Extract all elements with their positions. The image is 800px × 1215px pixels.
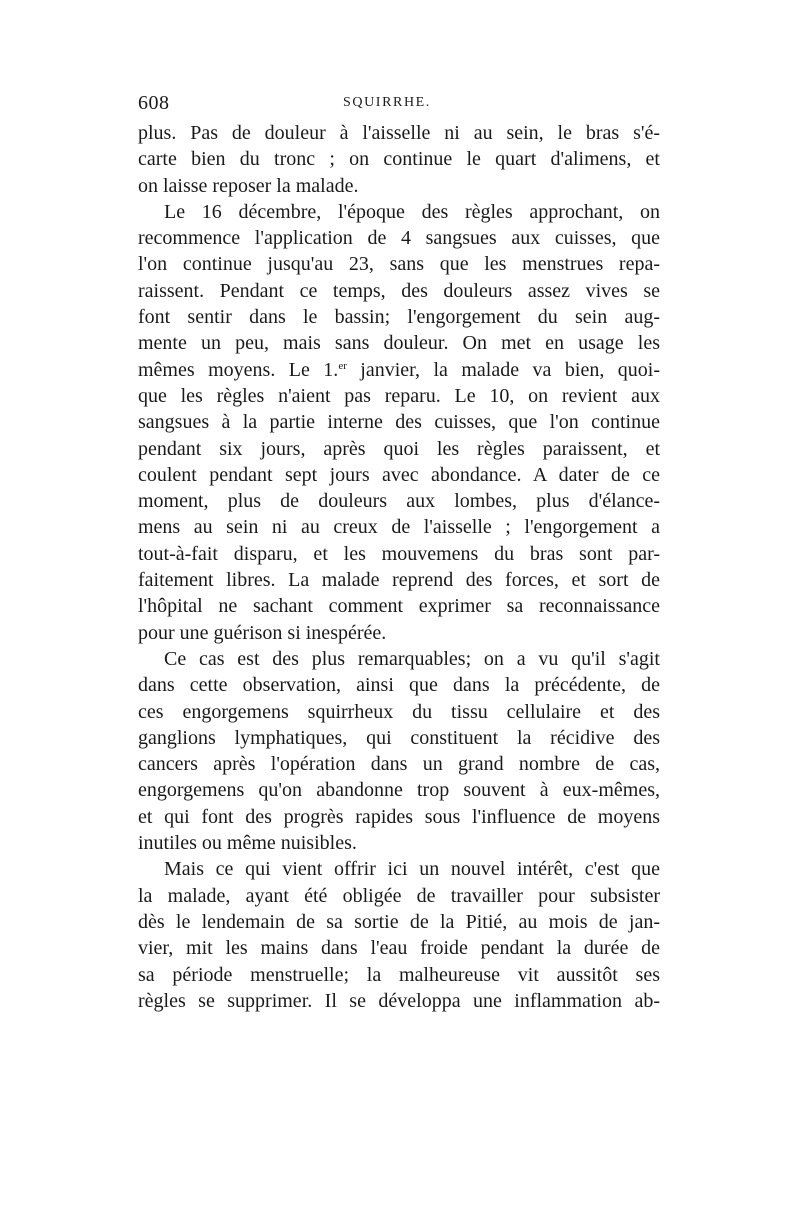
- text-line: l'on continue jusqu'au 23, sans que les menstrues repa-: [138, 253, 660, 276]
- text-line: tout-à-fait disparu, et les mouvemens du bras sont par-: [138, 542, 660, 565]
- paragraph-2: [138, 199, 660, 646]
- page-number: 608: [138, 92, 170, 114]
- text-line: règles se supprimer. Il se développa une inflammation ab-: [138, 989, 660, 1012]
- text-line: pendant six jours, après quoi les règles paraissent, et: [138, 437, 660, 460]
- text-line: carte bien du tronc ; on continue le quart d'alimens, et: [138, 148, 660, 171]
- text-line: mente un peu, mais sans douleur. On met en usage les: [138, 332, 660, 355]
- body-text: [138, 120, 660, 1014]
- text-line: recommence l'application de 4 sangsues aux cuisses, que: [138, 227, 660, 250]
- text-line: raissent. Pendant ce temps, des douleurs assez vives se: [138, 279, 660, 302]
- text-segment: mêmes moyens. Le 1.: [138, 358, 339, 381]
- text-line: cancers après l'opération dans un grand nombre de cas,: [138, 753, 660, 776]
- text-segment: janvier, la malade va bien, quoi-: [346, 358, 660, 381]
- text-line: Ce cas est des plus remarquables; on a vu qu'il s'agit: [164, 647, 660, 670]
- text-line: faitement libres. La malade reprend des forces, et sort de: [138, 569, 660, 592]
- text-line: que les règles n'aient pas reparu. Le 10, on revient aux: [138, 384, 660, 407]
- text-line: vier, mit les mains dans l'eau froide pendant la durée de: [138, 937, 660, 960]
- text-line: Le 16 décembre, l'époque des règles approchant, on: [164, 200, 660, 223]
- text-line: plus. Pas de douleur à l'aisselle ni au sein, le bras s'é-: [138, 122, 660, 144]
- text-line: font sentir dans le bassin; l'engorgement du sein aug-: [138, 306, 660, 329]
- text-line: ganglions lymphatiques, qui constituent la récidive des: [138, 726, 660, 749]
- text-line: pour une guérison si inespérée.: [138, 621, 387, 644]
- text-line: sa période menstruelle; la malheureuse vit aussitôt ses: [138, 963, 660, 986]
- running-head: SQUIRRHE.: [343, 95, 431, 110]
- text-line: sangsues à la partie interne des cuisses, que l'on continue: [138, 411, 660, 434]
- text-line: l'hôpital ne sachant comment exprimer sa reconnaissance: [138, 595, 660, 618]
- ordinal-superscript: er: [338, 359, 347, 372]
- paragraph-4: [138, 856, 660, 1014]
- text-line: coulent pendant sept jours avec abondance. A dater de ce: [138, 463, 660, 486]
- text-line: on laisse reposer la malade.: [138, 174, 359, 197]
- text-line: engorgemens qu'on abandonne trop souvent à eux-mêmes,: [138, 779, 660, 802]
- text-line: moment, plus de douleurs aux lombes, plus d'élance-: [138, 490, 660, 513]
- text-line: ces engorgemens squirrheux du tissu cellulaire et des: [138, 700, 660, 723]
- text-line: Mais ce qui vient offrir ici un nouvel intérêt, c'est que: [164, 858, 660, 881]
- text-line: dans cette observation, ainsi que dans la précédente, de: [138, 674, 660, 697]
- text-line-with-superscript: [138, 357, 660, 383]
- text-line: dès le lendemain de sa sortie de la Pitié, au mois de jan-: [138, 910, 660, 933]
- text-line: la malade, ayant été obligée de travailler pour subsister: [138, 884, 660, 907]
- page-header: [138, 92, 658, 118]
- paragraph-1: [138, 120, 660, 199]
- text-line: inutiles ou même nuisibles.: [138, 832, 357, 855]
- text-line: et qui font des progrès rapides sous l'influence de moyens: [138, 805, 660, 828]
- text-line: mens au sein ni au creux de l'aisselle ; l'engorgement a: [138, 516, 660, 539]
- paragraph-3: [138, 646, 660, 856]
